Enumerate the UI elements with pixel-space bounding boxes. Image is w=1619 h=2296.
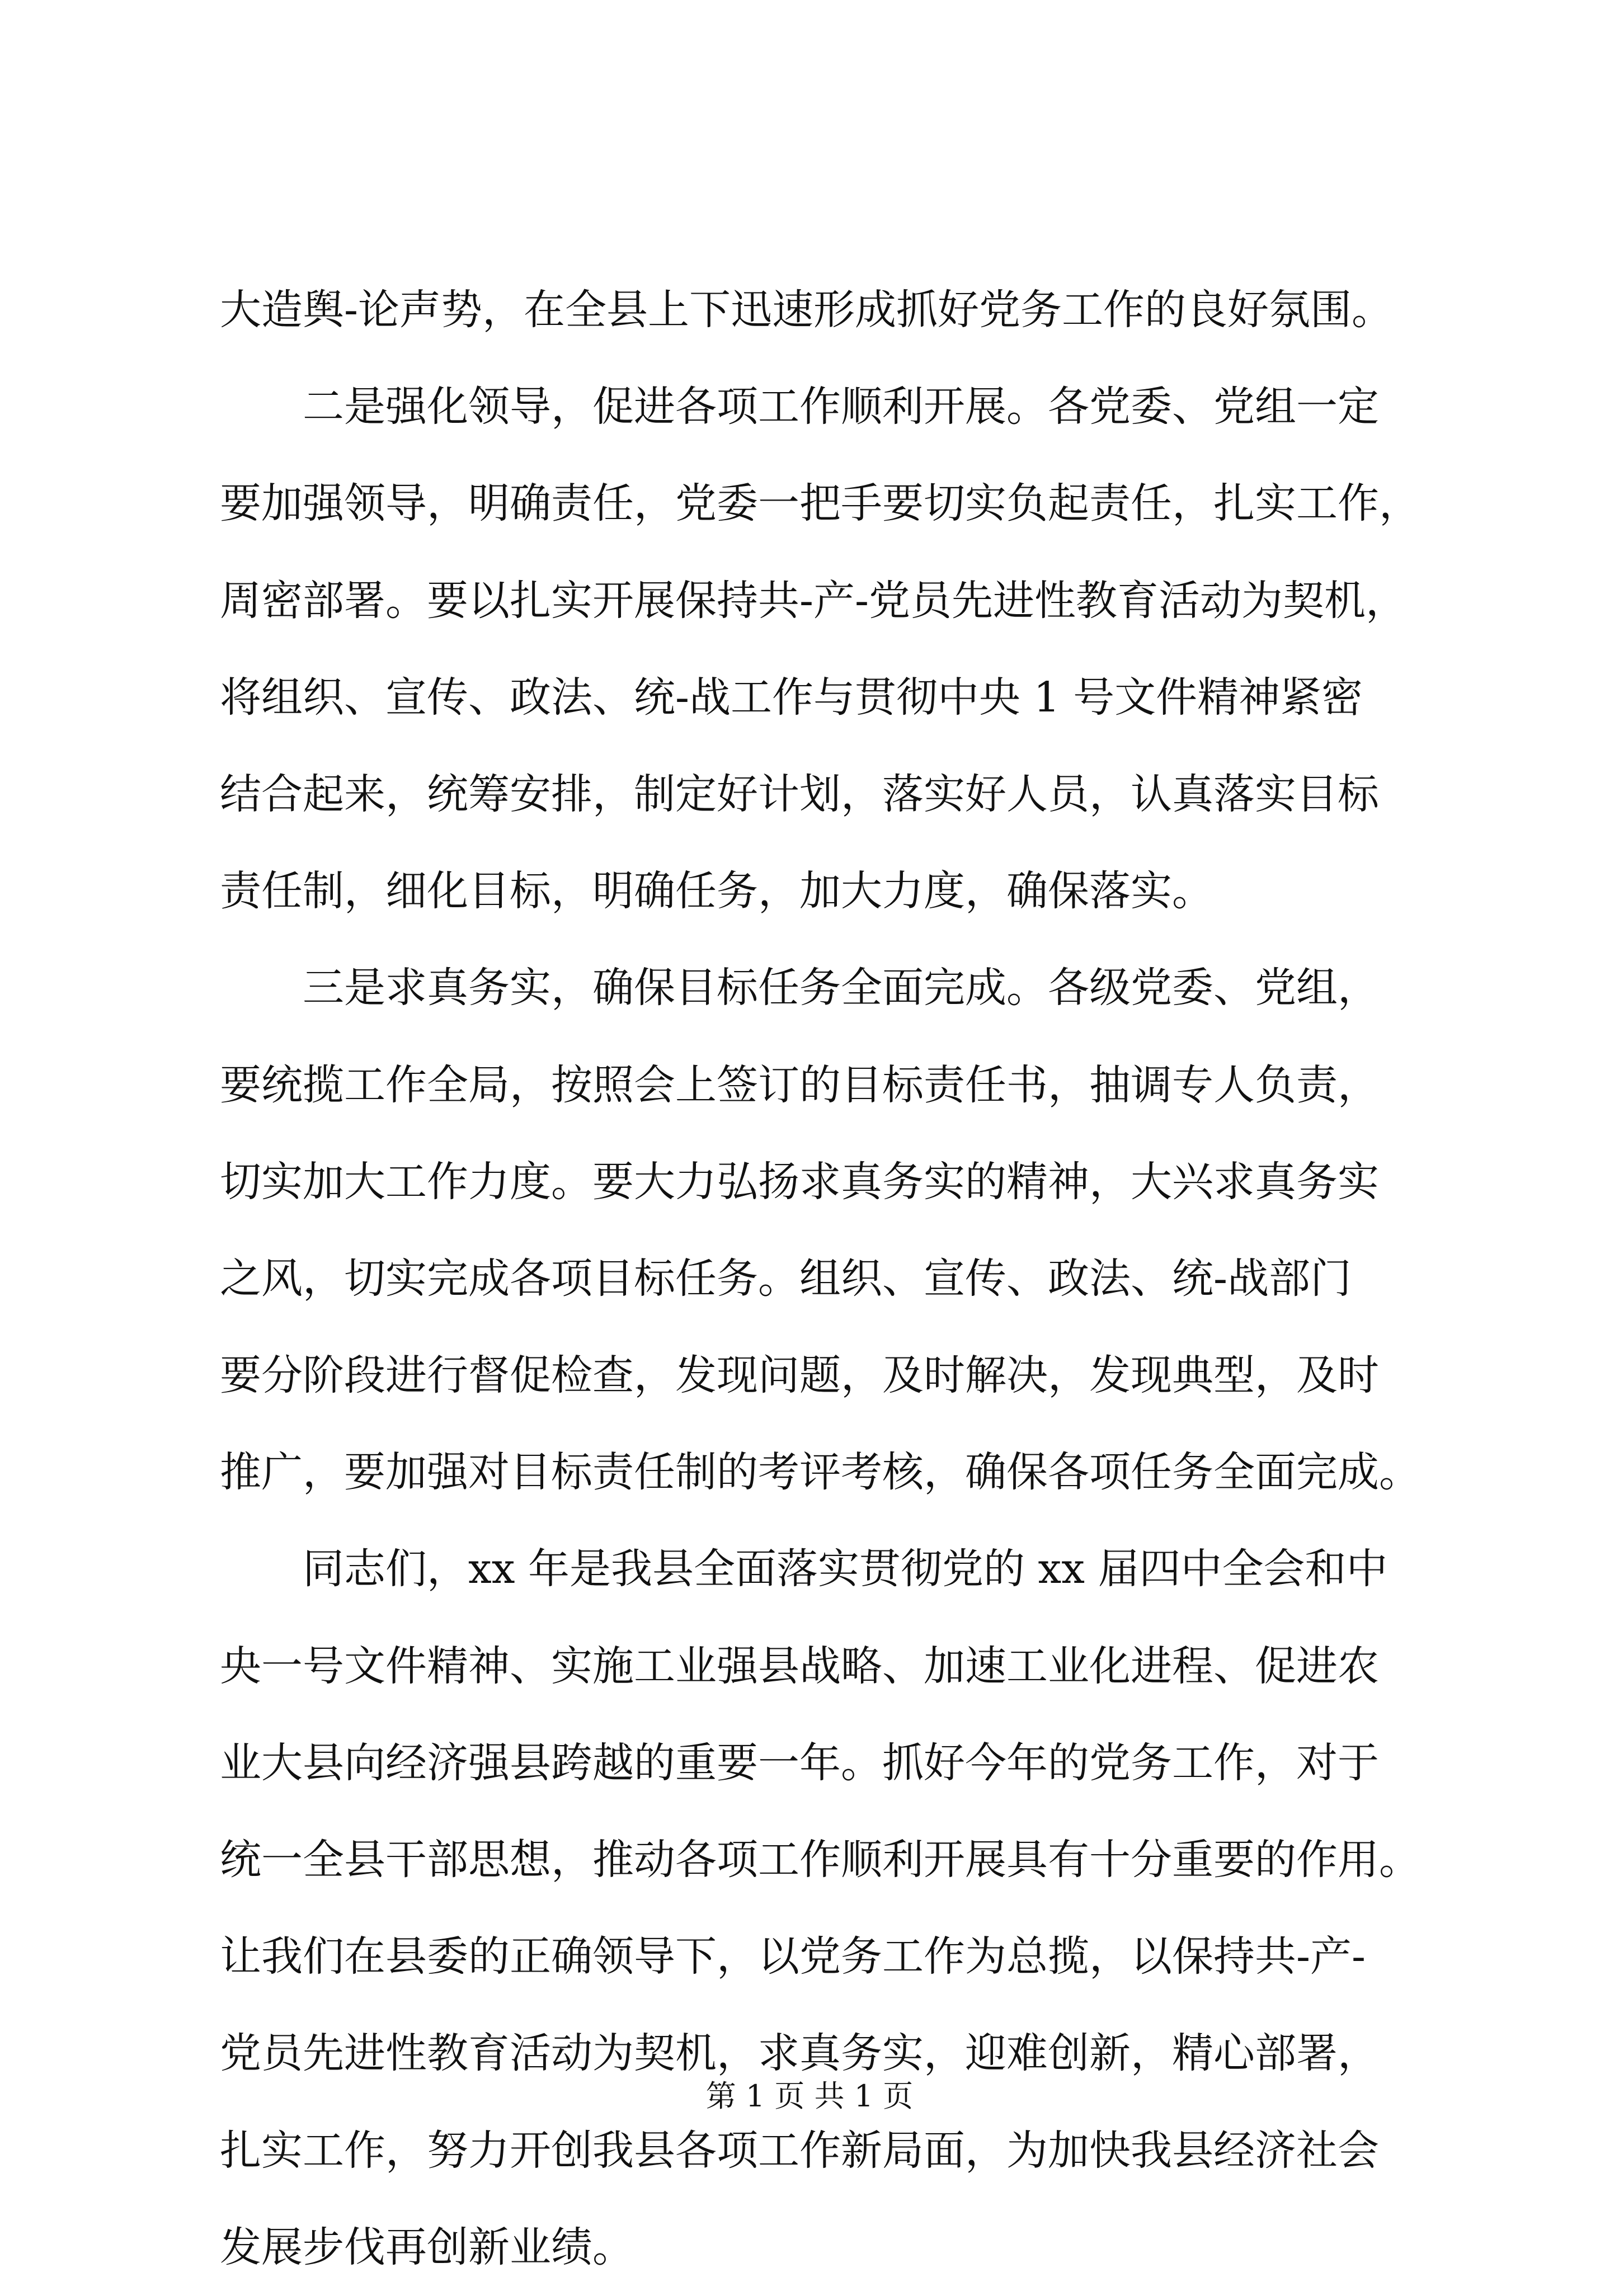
text-line: 党员先进性教育活动为契机，求真务实，迎难创新，精心部署， bbox=[220, 2029, 1379, 2078]
text-line: 周密部署。要以扎实开展保持共-产-党员先进性教育活动为契机， bbox=[220, 576, 1408, 625]
text-line: 大造舆-论声势，在全县上下迅速形成抓好党务工作的良好氛围。 bbox=[220, 286, 1394, 334]
text-line: 将组织、宣传、政法、统-战工作与贯彻中央 1 号文件精神紧密 bbox=[220, 673, 1363, 722]
text-line: 结合起来，统筹安排，制定好计划，落实好人员，认真落实目标 bbox=[220, 770, 1379, 818]
document-body bbox=[220, 262, 1431, 2296]
paragraph-first-line: 三是求真务实，确保目标任务全面完成。各级党委、党组， bbox=[303, 964, 1379, 1012]
text-line: 之风，切实完成各项目标任务。组织、宣传、政法、统-战部门 bbox=[220, 1254, 1352, 1303]
text-line: 扎实工作，努力开创我县各项工作新局面，为加快我县经济社会 bbox=[220, 2126, 1379, 2175]
page-footer: 第 1 页 共 1 页 bbox=[705, 2078, 914, 2114]
text-line: 要分阶段进行督促检查，发现问题，及时解决，发现典型，及时 bbox=[220, 1351, 1379, 1400]
paragraph-first-line: 同志们，xx 年是我县全面落实贯彻党的 xx 届四中全会和中 bbox=[303, 1545, 1388, 1593]
text-line: 要加强领导，明确责任，党委一把手要切实负起责任，扎实工作， bbox=[220, 479, 1420, 528]
text-line: 切实加大工作力度。要大力弘扬求真务实的精神，大兴求真务实 bbox=[220, 1157, 1379, 1206]
text-line: 要统揽工作全局，按照会上签订的目标责任书，抽调专人负责， bbox=[220, 1060, 1379, 1109]
text-line: 业大县向经济强县跨越的重要一年。抓好今年的党务工作，对于 bbox=[220, 1738, 1379, 1787]
text-line: 统一全县干部思想，推动各项工作顺利开展具有十分重要的作用。 bbox=[220, 1836, 1420, 1884]
text-line: 推广，要加强对目标责任制的考评考核，确保各项任务全面完成。 bbox=[220, 1448, 1420, 1497]
paragraph-first-line: 二是强化领导，促进各项工作顺利开展。各党委、党组一定 bbox=[303, 383, 1379, 431]
text-line: 让我们在县委的正确领导下，以党务工作为总揽，以保持共-产- bbox=[220, 1932, 1366, 1981]
text-line: 发展步伐再创新业绩。 bbox=[220, 2223, 634, 2271]
text-line: 责任制，细化目标，明确任务，加大力度，确保落实。 bbox=[220, 867, 1213, 916]
text-line: 央一号文件精神、实施工业强县战略、加速工业化进程、促进农 bbox=[220, 1642, 1379, 1690]
